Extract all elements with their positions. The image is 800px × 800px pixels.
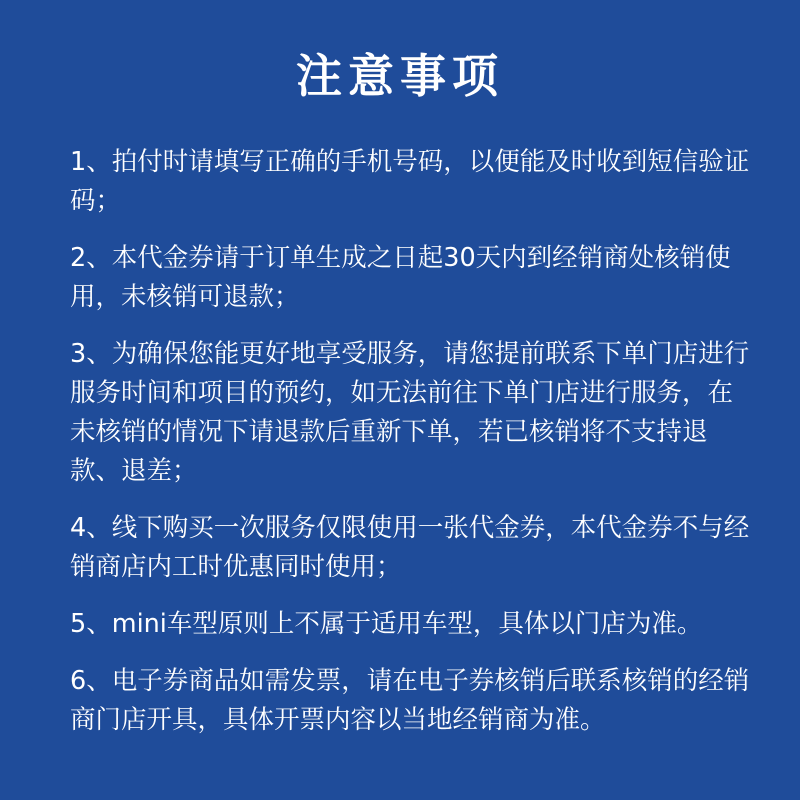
notice-item-3: 3、为确保您能更好地享受服务，请您提前联系下单门店进行服务时间和项目的预约，如无法前往下单门店进行服务，在未核销的情况下请退款后重新下单，若已核销将不支持退款、退差； [70,339,750,486]
page-title: 注意事项 [296,49,504,103]
notice-item-5: 5、mini车型原则上不属于适用车型，具体以门店为准。 [70,609,703,639]
notice-item-4: 4、线下购买一次服务仅限使用一张代金券，本代金券不与经销商店内工时优惠同时使用； [70,513,750,582]
notice-item-6: 6、电子券商品如需发票，请在电子券核销后联系核销的经销商门店开具，具体开票内容以当地经销商为准。 [70,666,750,735]
notice-list [70,143,750,740]
notice-item-1: 1、拍付时请填写正确的手机号码，以便能及时收到短信验证码； [70,147,750,216]
notice-item-2: 2、本代金券请于订单生成之日起30天内到经销商处核销使用，未核销可退款； [70,243,731,312]
